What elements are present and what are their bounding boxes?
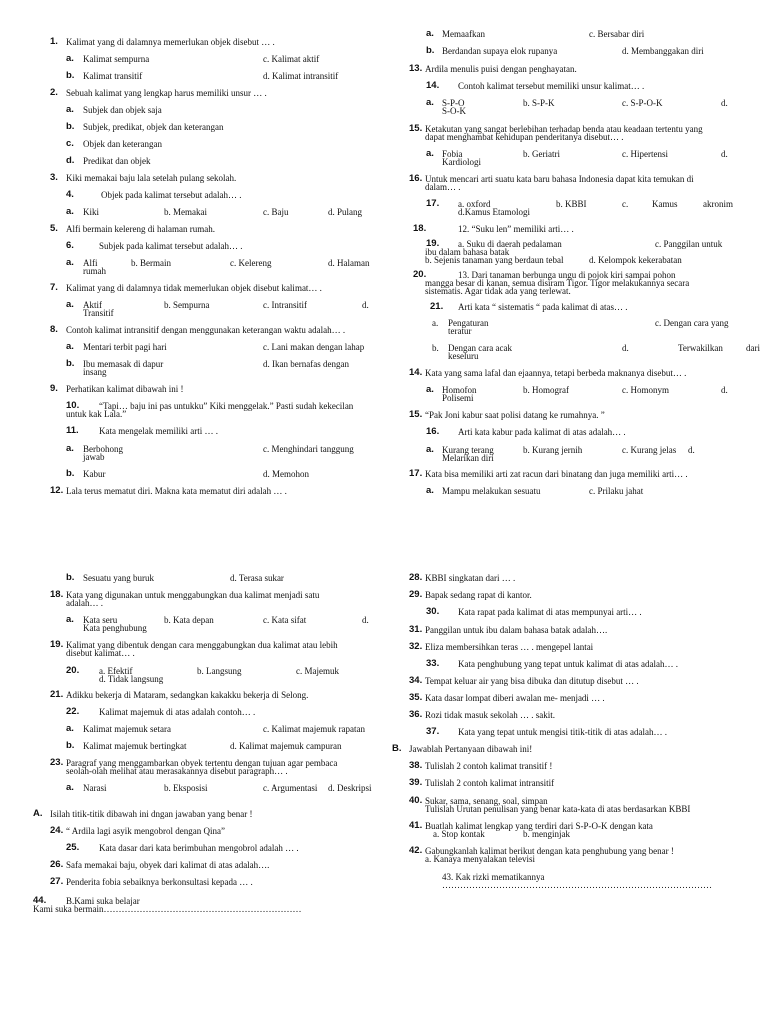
text-line: teratur [448, 326, 472, 336]
item-number: a. [426, 444, 434, 455]
text-line: Subjek pada kalimat tersebut adalah… . [99, 241, 243, 251]
text-line: a. Suku di daerah pedalaman [458, 239, 562, 249]
text-line: Pengaturan [448, 318, 489, 328]
text-line: Arti kata “ sistematis “ pada kalimat di atas… . [458, 302, 628, 312]
text-line: Gabungkanlah kalimat berikut dengan kata penghubung yang benar ! [425, 846, 674, 856]
item-number: 38. [409, 760, 423, 771]
text-line: c. Kalimat majemuk rapatan [263, 724, 365, 734]
item-number: 36. [409, 709, 423, 720]
item-number: 21. [50, 689, 64, 700]
text-line: S-P-O [442, 98, 465, 108]
text-line: d. Ikan bernafas dengan [263, 359, 349, 369]
text-line: d. Kalimat intransitif [263, 71, 339, 81]
text-line: Arti kata kabur pada kalimat di atas adalah… . [458, 427, 626, 437]
text-line: c. Argumentasi [263, 783, 318, 793]
text-line: c. Panggilan untuk [655, 239, 723, 249]
item-number: d. [66, 155, 75, 166]
text-line: c. Bersabar diri [589, 29, 645, 39]
text-line: 12. “Suku len” memiliki arti… . [458, 224, 574, 234]
text-line: Kalimat majemuk bertingkat [83, 741, 187, 751]
item-number: 15. [409, 409, 423, 420]
text-line: b. Homograf [523, 385, 569, 395]
item-number: 32. [409, 641, 423, 652]
text-line: c. Majemuk [296, 666, 339, 676]
text-line: c. Hipertensi [622, 149, 668, 159]
text-line: c. Homonym [622, 385, 669, 395]
text-line: Untuk mencari arti suatu kata baru bahasa Indonesia dapat kita temukan di [425, 174, 694, 184]
item-number: 16. [409, 173, 423, 184]
text-line: b. Langsung [197, 666, 242, 676]
text-line: a. oxford [458, 199, 491, 209]
item-number: B. [392, 743, 402, 754]
text-line: Fobia [442, 149, 463, 159]
text-line: b. Kata depan [164, 615, 214, 625]
text-line: d. Pulang [328, 207, 363, 217]
item-number: 17. [426, 198, 440, 209]
text-line: c. Menghindari tanggung [263, 444, 354, 454]
item-number: 39. [409, 777, 423, 788]
text-line: c. Kata sifat [263, 615, 307, 625]
text-line: Homofon [442, 385, 477, 395]
text-line: dapat menghambat kehidupan penderitanya disebut… . [425, 132, 624, 142]
text-line: c. Baju [263, 207, 289, 217]
text-line: Contoh kalimat tersebut memiliki unsur kalimat… . [458, 81, 645, 91]
item-number: a. [66, 206, 74, 217]
text-line: c. Dengan cara yang [655, 318, 729, 328]
item-number: a. [426, 97, 434, 108]
text-line: d. [721, 98, 728, 108]
item-number: b. [66, 121, 75, 132]
text-line: b. Kurang jernih [523, 445, 583, 455]
text-line: d. [362, 615, 369, 625]
item-number: 23. [50, 757, 64, 768]
text-line: b. Sempurna [164, 300, 210, 310]
text-line: d. Tidak langsung [99, 674, 164, 684]
text-line: Predikat dan objek [83, 156, 151, 166]
item-number: b. [66, 70, 75, 81]
item-number: 20. [66, 665, 80, 676]
text-line: Kata mengelak memiliki arti … . [99, 426, 218, 436]
item-number: a. [66, 723, 74, 734]
text-line: Subjek dan objek saja [83, 105, 162, 115]
item-number: 33. [426, 658, 440, 669]
text-line: Subjek, predikat, objek dan keterangan [83, 122, 224, 132]
text-line: rumah [83, 266, 106, 276]
text-line: c. S-P-O-K [622, 98, 663, 108]
item-number: 20. [413, 269, 427, 280]
text-line: Dengan cara acak [448, 343, 512, 353]
item-number: b. [66, 572, 75, 583]
item-number: a. [66, 614, 74, 625]
text-line: Kamus [652, 199, 678, 209]
text-line: Ardila menulis puisi dengan penghayatan. [425, 64, 577, 74]
text-line: b. Geriatri [523, 149, 560, 159]
text-line: Rozi tidak masuk sekolah … . sakit. [425, 710, 555, 720]
text-line: Panggilan untuk ibu dalam bahasa batak adalah…. [425, 625, 608, 635]
text-line: Adikku bekerja di Mataram, sedangkan kakakku bekerja di Selong. [66, 690, 309, 700]
text-line: d. Kalimat majemuk campuran [230, 741, 342, 751]
item-number: 4. [66, 189, 74, 200]
text-line: Memaafkan [442, 29, 485, 39]
text-line: Kata yang digunakan untuk menggabungkan dua kalimat menjadi satu [66, 590, 320, 600]
text-line: c. Lani makan dengan lahap [263, 342, 365, 352]
text-line: b. [432, 343, 439, 353]
text-line: d. [721, 385, 728, 395]
text-line: insang [83, 367, 107, 377]
text-line: Kalimat yang di dalamnya tidak memerlukan objek disebut kalimat… . [66, 283, 322, 293]
item-number: 6. [66, 240, 74, 251]
text-line: d.Kamus Etamologi [458, 207, 530, 217]
text-line: Berbohong [83, 444, 123, 454]
text-line: Aktif [83, 300, 102, 310]
text-line: c. Intransitif [263, 300, 307, 310]
item-number: 5. [50, 223, 58, 234]
item-number: a. [426, 485, 434, 496]
text-line: jawab [83, 452, 105, 462]
text-line: d. [622, 343, 629, 353]
item-number: 10. [66, 400, 80, 411]
item-number: 31. [409, 624, 423, 635]
text-line: “Pak Joni kabur saat polisi datang ke rumahnya. ” [425, 410, 605, 420]
item-number: 18. [50, 589, 64, 600]
text-line: 43. Kak rizki mematikannya [442, 872, 545, 882]
item-number: b. [66, 468, 75, 479]
text-line: Contoh kalimat intransitif dengan menggunakan keterangan waktu adalah… . [66, 325, 346, 335]
item-number: 29. [409, 589, 423, 600]
text-line: disebut kalimat… . [66, 648, 135, 658]
text-line: Kata seru [83, 615, 118, 625]
item-number: a. [66, 782, 74, 793]
text-line: a. [432, 318, 439, 328]
text-line: b. Sejenis tanaman yang berdaun tebal [425, 255, 564, 265]
item-number: 13. [409, 63, 423, 74]
text-line: Kata yang tepat untuk mengisi titik-titik di atas adalah… . [458, 727, 667, 737]
text-line: Ketakutan yang sangat berlebihan terhadap benda atau keadaan tertentu yang [425, 124, 703, 134]
text-line: untuk kak Lala.” [66, 409, 127, 419]
text-line: “ Ardila lagi asyik mengobrol dengan Qina” [66, 826, 225, 836]
text-line: Sukar, sama, senang, soal, simpan [425, 796, 548, 806]
text-line: Objek dan keterangan [83, 139, 162, 149]
text-line: d. [362, 300, 369, 310]
item-number: 24. [50, 825, 64, 836]
text-line: b. menginjak [523, 829, 570, 839]
text-line: dari [746, 343, 760, 353]
text-line: b. KBBI [556, 199, 587, 209]
item-number: 21. [430, 301, 444, 312]
item-number: 12. [50, 485, 64, 496]
text-line: Penderita fobia sebaiknya berkonsultasi kepada … . [66, 877, 253, 887]
item-number: 2. [50, 87, 58, 98]
text-line: adalah… . [66, 598, 103, 608]
text-line: Buatlah kalimat lengkap yang terdiri dari S-P-O-K dengan kata [425, 821, 653, 831]
text-line: Mentari terbit pagi hari [83, 342, 167, 352]
text-line: d. Memohon [263, 469, 309, 479]
item-number: A. [33, 808, 43, 819]
text-line: Kalimat majemuk di atas adalah contoh… . [99, 707, 256, 717]
text-line: d. [688, 445, 695, 455]
text-line: a. Kanaya menyalakan televisi [425, 854, 535, 864]
text-line: 13. Dari tanaman berbunga ungu di pojok kiri sampai pohon [458, 270, 676, 280]
text-line: c. Prilaku jahat [589, 486, 644, 496]
text-line: d. Membanggakan diri [622, 46, 704, 56]
text-line: Kami suka bermain………………………………………………………… [33, 904, 302, 914]
item-number: b. [426, 45, 435, 56]
text-line: sistematis. Agar tidak ada yang terlewat. [425, 286, 571, 296]
text-line: d. Terasa sukar [230, 573, 284, 583]
item-number: a. [66, 341, 74, 352]
text-line: b. Eksposisi [164, 783, 208, 793]
text-line: c. Kalimat aktif [263, 54, 320, 64]
item-number: a. [426, 148, 434, 159]
text-line: b. S-P-K [523, 98, 555, 108]
text-line: Kata bisa memiliki arti zat racun dari binatang dan juga memiliki arti… . [425, 469, 688, 479]
text-line: Mampu melakukan sesuatu [442, 486, 541, 496]
text-line: Eliza membersihkan teras … . mengepel lantai [425, 642, 594, 652]
text-line: Paragraf yang menggambarkan obyek tertentu dengan tujuan agar pembaca [66, 758, 338, 768]
text-line: Tulislah 2 contoh kalimat intransitif [425, 778, 555, 788]
item-number: 17. [409, 468, 423, 479]
item-number: a. [66, 443, 74, 454]
text-line: Objek pada kalimat tersebut adalah… . [101, 190, 242, 200]
item-number: 28. [409, 572, 423, 583]
item-number: 44. [33, 895, 47, 906]
text-line: d. Kelompok kekerabatan [589, 255, 682, 265]
item-number: 14. [426, 80, 440, 91]
text-line: c. Kurang jelas [622, 445, 677, 455]
text-line: Kalimat transitif [83, 71, 143, 81]
text-line: Narasi [83, 783, 107, 793]
item-number: a. [66, 104, 74, 115]
item-number: 3. [50, 172, 58, 183]
text-line: dalam… . [425, 182, 461, 192]
text-line: Kurang terang [442, 445, 494, 455]
text-line: Bapak sedang rapat di kantor. [425, 590, 532, 600]
text-line: Berdandan supaya elok rupanya [442, 46, 558, 56]
item-number: 19. [50, 639, 64, 650]
text-line: Kata penghubung yang tepat untuk kalimat di atas adalah… . [458, 659, 678, 669]
item-number: 1. [50, 36, 58, 47]
item-number: 18. [413, 223, 427, 234]
text-line: Kalimat majemuk setara [83, 724, 171, 734]
item-number: a. [426, 28, 434, 39]
text-line: akronim [703, 199, 733, 209]
text-line: ibu dalam bahasa batak [425, 247, 510, 257]
item-number: 40. [409, 795, 423, 806]
text-line: Perhatikan kalimat dibawah ini ! [66, 384, 184, 394]
text-line: a. Stop kontak [433, 829, 485, 839]
item-number: 7. [50, 282, 58, 293]
text-line: d. Halaman [328, 258, 370, 268]
text-line: Melarikan diri [442, 453, 494, 463]
item-number: 22. [66, 706, 80, 717]
item-number: 30. [426, 606, 440, 617]
item-number: b. [66, 740, 75, 751]
item-number: 11. [66, 425, 79, 436]
item-number: 8. [50, 324, 58, 335]
text-line: Safa memakai baju, obyek dari kalimat di atas adalah…. [66, 860, 270, 870]
item-number: b. [66, 358, 75, 369]
text-line: b. Memakai [164, 207, 207, 217]
text-line: Tulislah 2 contoh kalimat transitif ! [425, 761, 553, 771]
item-number: 34. [409, 675, 423, 686]
text-line: Kata dasar lompat diberi awalan me- menjadi … . [425, 693, 605, 703]
text-line: ……………………………………………………………………………… [442, 880, 712, 890]
text-line: Kalimat yang di dalamnya memerlukan objek disebut … . [66, 37, 275, 47]
text-line: Alfi [83, 258, 98, 268]
item-number: a. [66, 53, 74, 64]
item-number: 26. [50, 859, 64, 870]
text-line: Sebuah kalimat yang lengkap harus memiliki unsur … . [66, 88, 267, 98]
text-line: Kabur [83, 469, 106, 479]
text-line: S-O-K [442, 106, 466, 116]
text-line: a. Efektif [99, 666, 133, 676]
text-line: Jawablah Pertanyaan dibawah ini! [409, 744, 533, 754]
text-line: Kalimat sempurna [83, 54, 150, 64]
text-line: Transitif [83, 308, 114, 318]
item-number: 27. [50, 876, 64, 887]
item-number: 35. [409, 692, 423, 703]
item-number: a. [426, 384, 434, 395]
text-line: seolah-olah melihat atau merasakannya disebut paragraph… . [66, 766, 288, 776]
item-number: c. [66, 138, 74, 149]
text-line: d. Deskripsi [328, 783, 372, 793]
item-number: 41. [409, 820, 423, 831]
text-line: Ibu memasak di dapur [83, 359, 164, 369]
text-line: c. Kelereng [230, 258, 272, 268]
item-number: 15. [409, 123, 423, 134]
text-line: mangga besar di kanan, semua disiram Tigor. Tigor melakukannya secara [425, 278, 690, 288]
text-line: Kata yang sama lafal dan ejaannya, tetapi berbeda maknanya disebut… . [425, 368, 687, 378]
item-number: a. [66, 257, 74, 268]
item-number: a. [66, 299, 74, 310]
text-line: Polisemi [442, 393, 474, 403]
text-line: Tempat keluar air yang bisa dibuka dan ditutup disebut … . [425, 676, 639, 686]
text-line: Sesuatu yang buruk [83, 573, 154, 583]
text-line: Kiki [83, 207, 100, 217]
text-line: Isilah titik-titik dibawah ini dngan jawaban yang benar ! [50, 809, 253, 819]
text-line: Kata rapat pada kalimat di atas mempunyai arti… . [458, 607, 642, 617]
text-line: Kiki memakai baju lala setelah pulang sekolah. [66, 173, 237, 183]
text-line: Kata dasar dari kata berimbuhan mengobrol adalah … . [99, 843, 299, 853]
text-line: keseluru [448, 351, 479, 361]
text-line: c. [622, 199, 629, 209]
item-number: 9. [50, 383, 58, 394]
text-line: KBBI singkatan dari … . [425, 573, 516, 583]
text-line: b. Bermain [131, 258, 171, 268]
item-number: 16. [426, 426, 440, 437]
text-line: Kardiologi [442, 157, 481, 167]
item-number: 14. [409, 367, 423, 378]
text-line: Kata penghubung [83, 623, 147, 633]
text-line: Lala terus mematut diri. Makna kata mematut diri adalah … . [66, 486, 287, 496]
text-line: Kalimat yang dibentuk dengan cara menggabungkan dua kalimat atau lebih [66, 640, 338, 650]
text-line: d. [721, 149, 728, 159]
item-number: 19. [426, 238, 440, 249]
text-line: Tulislah Urutan penulisan yang benar kata-kata di atas berdasarkan KBBI [425, 804, 691, 814]
text-line: “Tapi… baju ini pas untukku” Kiki menggelak.” Pasti sudah kekecilan [99, 401, 354, 411]
text-line: B.Kami suka belajar [66, 896, 140, 906]
text-line: Terwakilkan [678, 343, 723, 353]
item-number: 42. [409, 845, 423, 856]
item-number: 37. [426, 726, 440, 737]
item-number: 25. [66, 842, 80, 853]
text-line: Alfi bermain kelereng di halaman rumah. [66, 224, 215, 234]
